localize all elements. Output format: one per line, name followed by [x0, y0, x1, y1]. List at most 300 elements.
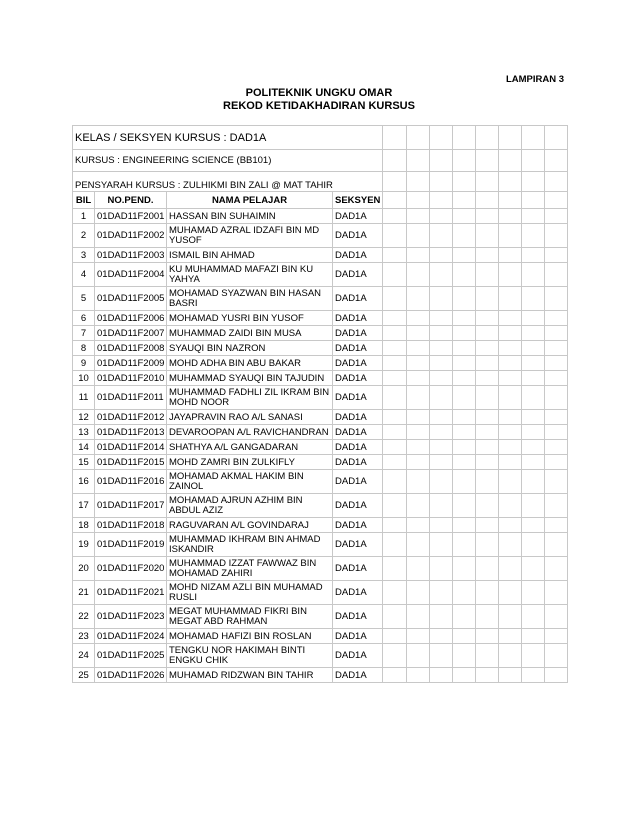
attendance-cell[interactable] — [453, 248, 476, 263]
row-nopend: 01DAD11F2014 — [95, 440, 167, 455]
row-nopend: 01DAD11F2015 — [95, 455, 167, 470]
attendance-cell[interactable] — [430, 356, 453, 371]
attendance-cell[interactable] — [545, 410, 568, 425]
attendance-cell[interactable] — [522, 224, 545, 248]
attendance-cell[interactable] — [407, 287, 430, 311]
attendance-cell[interactable] — [545, 341, 568, 356]
attendance-cell[interactable] — [430, 557, 453, 581]
attendance-cell[interactable] — [476, 224, 499, 248]
attendance-cell[interactable] — [476, 410, 499, 425]
row-seksyen: DAD1A — [333, 425, 383, 440]
attendance-cell[interactable] — [430, 644, 453, 668]
attendance-cell[interactable] — [545, 494, 568, 518]
table-row — [73, 533, 568, 557]
attendance-cell[interactable] — [545, 518, 568, 533]
attendance-cell[interactable] — [522, 629, 545, 644]
row-seksyen: DAD1A — [333, 605, 383, 629]
table-row — [73, 440, 568, 455]
attendance-cell[interactable] — [476, 425, 499, 440]
attendance-cell[interactable] — [476, 341, 499, 356]
attendance-cell[interactable] — [522, 494, 545, 518]
attendance-cell[interactable] — [453, 311, 476, 326]
attendance-cell[interactable] — [499, 425, 522, 440]
attendance-cell[interactable] — [407, 470, 430, 494]
table-row — [73, 341, 568, 356]
attendance-cell[interactable] — [522, 440, 545, 455]
attendance-cell[interactable] — [545, 581, 568, 605]
attendance-cell[interactable] — [407, 440, 430, 455]
lampiran-label: LAMPIRAN 3 — [505, 74, 564, 85]
attendance-cell[interactable] — [407, 668, 430, 683]
row-bil: 23 — [73, 629, 95, 644]
attendance-cell[interactable] — [499, 263, 522, 287]
row-bil: 14 — [73, 440, 95, 455]
row-nama: RAGUVARAN A/L GOVINDARAJ — [167, 518, 333, 533]
attendance-cell[interactable] — [407, 209, 430, 224]
attendance-cell[interactable] — [383, 356, 407, 371]
attendance-cell[interactable] — [453, 668, 476, 683]
row-nopend: 01DAD11F2019 — [95, 533, 167, 557]
row-bil: 5 — [73, 287, 95, 311]
attendance-cell[interactable] — [499, 533, 522, 557]
table-row — [73, 629, 568, 644]
row-bil: 21 — [73, 581, 95, 605]
attendance-cell[interactable] — [430, 410, 453, 425]
row-nopend: 01DAD11F2016 — [95, 470, 167, 494]
attendance-cell[interactable] — [383, 644, 407, 668]
row-nopend: 01DAD11F2023 — [95, 605, 167, 629]
attendance-cell[interactable] — [383, 494, 407, 518]
col-header-seksyen: SEKSYEN — [333, 192, 383, 209]
attendance-cell[interactable] — [383, 557, 407, 581]
attendance-cell[interactable] — [499, 644, 522, 668]
attendance-cell[interactable] — [476, 518, 499, 533]
attendance-cell[interactable] — [407, 644, 430, 668]
row-nama: JAYAPRAVIN RAO A/L SANASI — [167, 410, 333, 425]
attendance-cell[interactable] — [383, 311, 407, 326]
attendance-cell[interactable] — [476, 356, 499, 371]
row-nama: MOHD ZAMRI BIN ZULKIFLY — [167, 455, 333, 470]
row-bil: 9 — [73, 356, 95, 371]
attendance-cell[interactable] — [499, 341, 522, 356]
attendance-cell[interactable] — [453, 629, 476, 644]
row-bil: 17 — [73, 494, 95, 518]
attendance-cell[interactable] — [453, 581, 476, 605]
row-seksyen: DAD1A — [333, 440, 383, 455]
row-seksyen: DAD1A — [333, 371, 383, 386]
attendance-cell[interactable] — [522, 605, 545, 629]
attendance-cell[interactable] — [430, 440, 453, 455]
attendance-cell[interactable] — [430, 455, 453, 470]
attendance-cell[interactable] — [407, 605, 430, 629]
row-nama: KU MUHAMMAD MAFAZI BIN KU YAHYA — [167, 263, 333, 287]
attendance-cell[interactable] — [499, 386, 522, 410]
table-row — [73, 455, 568, 470]
attendance-cell[interactable] — [453, 518, 476, 533]
row-nopend: 01DAD11F2026 — [95, 668, 167, 683]
attendance-cell[interactable] — [522, 668, 545, 683]
row-bil: 12 — [73, 410, 95, 425]
row-nama: MOHAMAD SYAZWAN BIN HASAN BASRI — [167, 287, 333, 311]
attendance-cell[interactable] — [430, 224, 453, 248]
attendance-cell[interactable] — [545, 605, 568, 629]
attendance-cell[interactable] — [499, 326, 522, 341]
row-nopend: 01DAD11F2006 — [95, 311, 167, 326]
row-nama: MUHAMAD RIDZWAN BIN TAHIR — [167, 668, 333, 683]
attendance-cell[interactable] — [476, 371, 499, 386]
row-nopend: 01DAD11F2021 — [95, 581, 167, 605]
row-bil: 6 — [73, 311, 95, 326]
attendance-cell[interactable] — [453, 371, 476, 386]
attendance-cell[interactable] — [407, 326, 430, 341]
attendance-cell[interactable] — [499, 356, 522, 371]
attendance-cell[interactable] — [430, 311, 453, 326]
attendance-cell[interactable] — [453, 470, 476, 494]
row-bil: 16 — [73, 470, 95, 494]
attendance-cell[interactable] — [407, 557, 430, 581]
row-nopend: 01DAD11F2024 — [95, 629, 167, 644]
attendance-cell[interactable] — [545, 386, 568, 410]
attendance-cell[interactable] — [453, 287, 476, 311]
attendance-cell[interactable] — [407, 386, 430, 410]
attendance-cell[interactable] — [430, 386, 453, 410]
attendance-cell[interactable] — [499, 209, 522, 224]
attendance-cell[interactable] — [407, 410, 430, 425]
attendance-cell[interactable] — [476, 557, 499, 581]
info-row-pensyarah — [73, 172, 568, 192]
attendance-cell[interactable] — [476, 581, 499, 605]
attendance-cell[interactable] — [407, 311, 430, 326]
attendance-cell[interactable] — [407, 248, 430, 263]
attendance-cell[interactable] — [383, 440, 407, 455]
attendance-cell[interactable] — [545, 224, 568, 248]
attendance-cell[interactable] — [545, 668, 568, 683]
row-seksyen: DAD1A — [333, 341, 383, 356]
attendance-cell[interactable] — [499, 287, 522, 311]
attendance-cell[interactable] — [499, 371, 522, 386]
attendance-cell[interactable] — [453, 605, 476, 629]
row-nama: MUHAMMAD IKHRAM BIN AHMAD ISKANDIR — [167, 533, 333, 557]
table-row — [73, 494, 568, 518]
row-nama: SYAUQI BIN NAZRON — [167, 341, 333, 356]
attendance-cell[interactable] — [383, 470, 407, 494]
attendance-cell[interactable] — [407, 341, 430, 356]
attendance-cell[interactable] — [407, 518, 430, 533]
attendance-cell[interactable] — [453, 410, 476, 425]
attendance-cell[interactable] — [545, 248, 568, 263]
institution-title: POLITEKNIK UNGKU OMAR — [245, 87, 393, 99]
attendance-cell[interactable] — [522, 356, 545, 371]
row-bil: 18 — [73, 518, 95, 533]
attendance-cell[interactable] — [545, 425, 568, 440]
attendance-cell[interactable] — [499, 629, 522, 644]
row-nopend: 01DAD11F2008 — [95, 341, 167, 356]
attendance-cell[interactable] — [383, 341, 407, 356]
table-row — [73, 311, 568, 326]
attendance-cell[interactable] — [383, 371, 407, 386]
attendance-cell[interactable] — [545, 287, 568, 311]
attendance-cell[interactable] — [407, 371, 430, 386]
table-row — [73, 209, 568, 224]
row-nama: TENGKU NOR HAKIMAH BINTI ENGKU CHIK — [167, 644, 333, 668]
attendance-cell[interactable] — [383, 518, 407, 533]
attendance-cell[interactable] — [453, 557, 476, 581]
attendance-cell[interactable] — [476, 326, 499, 341]
attendance-cell[interactable] — [476, 311, 499, 326]
attendance-cell[interactable] — [476, 209, 499, 224]
row-seksyen: DAD1A — [333, 644, 383, 668]
row-nopend: 01DAD11F2007 — [95, 326, 167, 341]
row-seksyen: DAD1A — [333, 263, 383, 287]
attendance-cell[interactable] — [453, 455, 476, 470]
attendance-cell[interactable] — [522, 518, 545, 533]
row-seksyen: DAD1A — [333, 557, 383, 581]
attendance-cell[interactable] — [383, 287, 407, 311]
row-bil: 2 — [73, 224, 95, 248]
attendance-cell[interactable] — [499, 410, 522, 425]
attendance-cell[interactable] — [430, 581, 453, 605]
row-nama: MEGAT MUHAMMAD FIKRI BIN MEGAT ABD RAHMAN — [167, 605, 333, 629]
attendance-cell[interactable] — [476, 644, 499, 668]
row-bil: 20 — [73, 557, 95, 581]
attendance-cell[interactable] — [499, 455, 522, 470]
attendance-cell[interactable] — [383, 224, 407, 248]
table-row — [73, 668, 568, 683]
attendance-cell[interactable] — [430, 629, 453, 644]
row-bil: 13 — [73, 425, 95, 440]
row-nopend: 01DAD11F2011 — [95, 386, 167, 410]
row-bil: 3 — [73, 248, 95, 263]
attendance-cell[interactable] — [430, 371, 453, 386]
attendance-cell[interactable] — [383, 533, 407, 557]
attendance-cell[interactable] — [522, 557, 545, 581]
attendance-cell[interactable] — [545, 440, 568, 455]
attendance-cell[interactable] — [476, 470, 499, 494]
attendance-cell[interactable] — [383, 581, 407, 605]
col-header-nama: NAMA PELAJAR — [167, 192, 333, 209]
row-nama: MOHAMAD YUSRI BIN YUSOF — [167, 311, 333, 326]
row-nama: HASSAN BIN SUHAIMIN — [167, 209, 333, 224]
table-row — [73, 425, 568, 440]
attendance-cell[interactable] — [476, 386, 499, 410]
attendance-cell[interactable] — [545, 326, 568, 341]
attendance-cell[interactable] — [499, 470, 522, 494]
attendance-cell[interactable] — [545, 644, 568, 668]
attendance-cell[interactable] — [407, 224, 430, 248]
attendance-cell[interactable] — [499, 668, 522, 683]
attendance-cell[interactable] — [407, 581, 430, 605]
row-seksyen: DAD1A — [333, 668, 383, 683]
attendance-cell[interactable] — [522, 533, 545, 557]
attendance-cell[interactable] — [453, 263, 476, 287]
attendance-cell[interactable] — [499, 440, 522, 455]
attendance-cell[interactable] — [545, 533, 568, 557]
attendance-cell[interactable] — [453, 356, 476, 371]
attendance-cell[interactable] — [453, 644, 476, 668]
row-nama: MUHAMMAD ZAIDI BIN MUSA — [167, 326, 333, 341]
attendance-cell[interactable] — [499, 248, 522, 263]
attendance-cell[interactable] — [383, 209, 407, 224]
attendance-cell[interactable] — [522, 455, 545, 470]
attendance-cell[interactable] — [383, 668, 407, 683]
attendance-cell[interactable] — [407, 263, 430, 287]
attendance-cell[interactable] — [453, 425, 476, 440]
attendance-cell[interactable] — [453, 494, 476, 518]
table-row — [73, 581, 568, 605]
row-nopend: 01DAD11F2003 — [95, 248, 167, 263]
table-row — [73, 248, 568, 263]
attendance-cell[interactable] — [383, 425, 407, 440]
attendance-cell[interactable] — [383, 629, 407, 644]
attendance-cell[interactable] — [522, 209, 545, 224]
attendance-cell[interactable] — [453, 533, 476, 557]
attendance-cell[interactable] — [383, 605, 407, 629]
row-nopend: 01DAD11F2020 — [95, 557, 167, 581]
row-nama: MUHAMAD AZRAL IDZAFI BIN MD YUSOF — [167, 224, 333, 248]
attendance-table — [72, 125, 568, 683]
attendance-cell[interactable] — [522, 425, 545, 440]
attendance-cell[interactable] — [430, 341, 453, 356]
attendance-cell[interactable] — [499, 311, 522, 326]
table-row — [73, 287, 568, 311]
row-bil: 10 — [73, 371, 95, 386]
row-nama: MUHAMMAD FADHLI ZIL IKRAM BIN MOHD NOOR — [167, 386, 333, 410]
row-seksyen: DAD1A — [333, 386, 383, 410]
attendance-cell[interactable] — [453, 326, 476, 341]
attendance-cell[interactable] — [476, 287, 499, 311]
attendance-cell[interactable] — [430, 263, 453, 287]
attendance-cell[interactable] — [522, 311, 545, 326]
attendance-cell[interactable] — [522, 248, 545, 263]
attendance-cell[interactable] — [499, 224, 522, 248]
attendance-cell[interactable] — [522, 263, 545, 287]
attendance-cell[interactable] — [545, 311, 568, 326]
attendance-cell[interactable] — [545, 209, 568, 224]
attendance-cell[interactable] — [545, 629, 568, 644]
attendance-cell[interactable] — [476, 668, 499, 683]
attendance-cell[interactable] — [430, 605, 453, 629]
attendance-cell[interactable] — [407, 629, 430, 644]
attendance-cell[interactable] — [430, 326, 453, 341]
row-bil: 24 — [73, 644, 95, 668]
attendance-cell[interactable] — [522, 371, 545, 386]
attendance-cell[interactable] — [522, 470, 545, 494]
attendance-cell[interactable] — [430, 518, 453, 533]
row-nopend: 01DAD11F2025 — [95, 644, 167, 668]
table-row — [73, 386, 568, 410]
attendance-cell[interactable] — [453, 440, 476, 455]
attendance-cell[interactable] — [453, 224, 476, 248]
attendance-cell[interactable] — [430, 470, 453, 494]
row-seksyen: DAD1A — [333, 311, 383, 326]
row-seksyen: DAD1A — [333, 518, 383, 533]
attendance-cell[interactable] — [430, 494, 453, 518]
row-bil: 7 — [73, 326, 95, 341]
kursus-info: KURSUS : ENGINEERING SCIENCE (BB101) — [73, 150, 383, 172]
attendance-cell[interactable] — [522, 386, 545, 410]
attendance-cell[interactable] — [430, 287, 453, 311]
attendance-cell[interactable] — [499, 518, 522, 533]
table-row — [73, 644, 568, 668]
row-seksyen: DAD1A — [333, 287, 383, 311]
attendance-cell[interactable] — [453, 341, 476, 356]
attendance-cell[interactable] — [476, 533, 499, 557]
attendance-cell[interactable] — [476, 248, 499, 263]
attendance-cell[interactable] — [407, 494, 430, 518]
table-row — [73, 410, 568, 425]
attendance-cell[interactable] — [545, 455, 568, 470]
attendance-cell[interactable] — [522, 581, 545, 605]
row-nama: MOHAMAD AKMAL HAKIM BIN ZAINOL — [167, 470, 333, 494]
attendance-cell[interactable] — [545, 356, 568, 371]
attendance-cell[interactable] — [499, 494, 522, 518]
attendance-cell[interactable] — [545, 263, 568, 287]
row-bil: 15 — [73, 455, 95, 470]
attendance-cell[interactable] — [545, 470, 568, 494]
pensyarah-info: PENSYARAH KURSUS : ZULHIKMI BIN ZALI @ MAT TAHIR — [73, 172, 383, 192]
attendance-cell[interactable] — [476, 494, 499, 518]
attendance-cell[interactable] — [383, 386, 407, 410]
attendance-cell[interactable] — [453, 386, 476, 410]
attendance-cell[interactable] — [407, 425, 430, 440]
attendance-cell[interactable] — [430, 425, 453, 440]
attendance-cell[interactable] — [383, 263, 407, 287]
table-row — [73, 518, 568, 533]
table-row — [73, 470, 568, 494]
attendance-cell[interactable] — [430, 668, 453, 683]
attendance-cell[interactable] — [545, 371, 568, 386]
attendance-cell[interactable] — [383, 326, 407, 341]
row-seksyen: DAD1A — [333, 455, 383, 470]
kelas-info: KELAS / SEKSYEN KURSUS : DAD1A — [73, 126, 383, 150]
attendance-cell[interactable] — [522, 341, 545, 356]
attendance-cell[interactable] — [545, 557, 568, 581]
attendance-cell[interactable] — [476, 605, 499, 629]
attendance-cell[interactable] — [407, 356, 430, 371]
attendance-cell[interactable] — [499, 605, 522, 629]
attendance-cell[interactable] — [499, 557, 522, 581]
attendance-cell[interactable] — [430, 533, 453, 557]
attendance-cell[interactable] — [522, 644, 545, 668]
attendance-cell[interactable] — [499, 581, 522, 605]
attendance-cell[interactable] — [522, 287, 545, 311]
attendance-cell[interactable] — [476, 629, 499, 644]
attendance-cell[interactable] — [383, 248, 407, 263]
row-nopend: 01DAD11F2010 — [95, 371, 167, 386]
attendance-cell[interactable] — [453, 209, 476, 224]
attendance-cell[interactable] — [476, 263, 499, 287]
row-nama: MOHAMAD AJRUN AZHIM BIN ABDUL AZIZ — [167, 494, 333, 518]
attendance-cell[interactable] — [407, 533, 430, 557]
table-row — [73, 557, 568, 581]
attendance-cell[interactable] — [476, 440, 499, 455]
row-seksyen: DAD1A — [333, 224, 383, 248]
table-row — [73, 224, 568, 248]
row-bil: 8 — [73, 341, 95, 356]
attendance-cell[interactable] — [430, 248, 453, 263]
row-seksyen: DAD1A — [333, 209, 383, 224]
attendance-cell[interactable] — [476, 455, 499, 470]
row-nama: MUHAMMAD SYAUQI BIN TAJUDIN — [167, 371, 333, 386]
attendance-cell[interactable] — [522, 410, 545, 425]
row-bil: 19 — [73, 533, 95, 557]
row-seksyen: DAD1A — [333, 533, 383, 557]
attendance-cell[interactable] — [407, 455, 430, 470]
attendance-cell[interactable] — [522, 326, 545, 341]
attendance-cell[interactable] — [430, 209, 453, 224]
attendance-cell[interactable] — [383, 455, 407, 470]
attendance-cell[interactable] — [383, 410, 407, 425]
